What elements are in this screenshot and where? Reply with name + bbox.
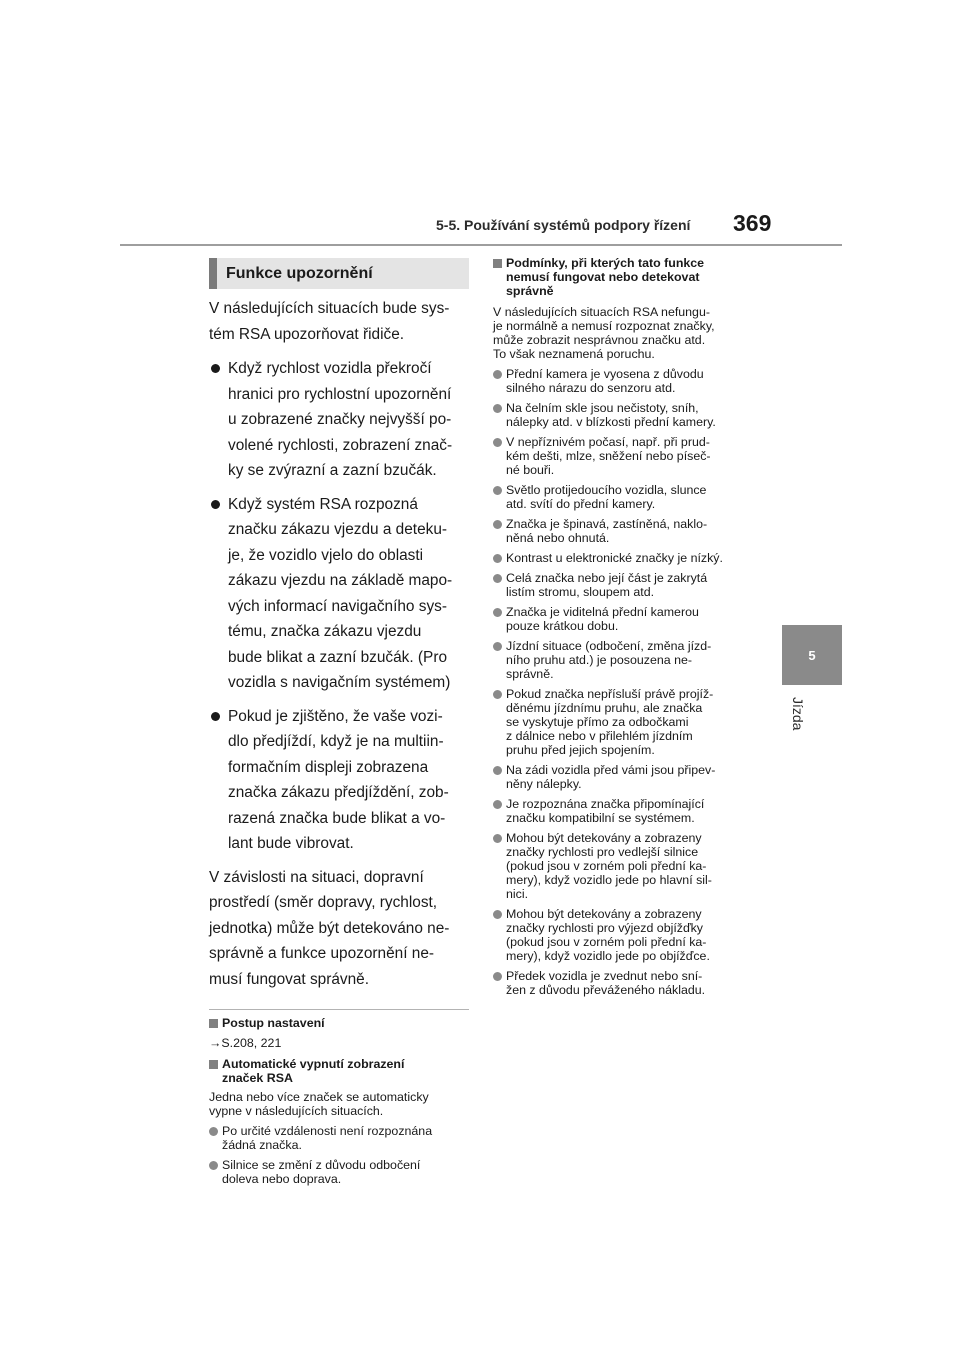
running-header: 5-5. Používání systémů podpory řízení xyxy=(436,217,691,233)
list-item xyxy=(493,907,755,963)
subheading-text: Automatické vypnutí zobrazení značek RSA xyxy=(222,1057,405,1085)
list-item-text: Je rozpoznána značka připomínající značku kompatibilní se systémem. xyxy=(506,797,705,825)
page-reference-text: S.208, 221 xyxy=(221,1036,282,1050)
bullet-dot-icon xyxy=(493,486,502,495)
list-item xyxy=(493,551,755,565)
list-item xyxy=(209,1124,469,1152)
intro-paragraph: V následujících situacích bude sys- tém RSA upozorňovat řidiče. xyxy=(209,300,450,343)
bullet-dot-icon xyxy=(493,608,502,617)
list-item-text: Přední kamera je vyosena z důvodu silného nárazu do senzoru atd. xyxy=(506,367,704,395)
bullet-dot-icon xyxy=(493,766,502,775)
bullet-dot-icon xyxy=(493,642,502,651)
bullet-dot-icon xyxy=(493,520,502,529)
list-item-text: Značka je špinavá, zastíněná, naklo- něná nebo ohnutá. xyxy=(506,517,708,545)
subheading-text: Podmínky, při kterých tato funkce nemusí fungovat nebo detekovat správně xyxy=(506,256,705,298)
warning-bullet xyxy=(209,356,469,484)
list-item-text: Pokud značka nepřísluší právě projíž- děnému jízdnímu pruhu, ale značka se vyskytuje přímo za odbočkami z dálnice nebo v přilehlém jízdním pruhu před jejich spojením. xyxy=(506,687,714,757)
list-item-text: V nepříznivém počasí, např. při prud- kém dešti, mlze, sněžení nebo píseč- né bouři. xyxy=(506,435,711,477)
square-bullet-icon xyxy=(209,1019,218,1028)
list-item xyxy=(493,605,755,633)
bullet-dot-icon xyxy=(493,800,502,809)
list-item xyxy=(493,831,755,901)
bullet-dot-icon xyxy=(493,404,502,413)
bullet-text: Když systém RSA rozpozná značku zákazu vjezdu a deteku- je, že vozidlo vjelo do oblasti zákazu vjezdu na základě mapo- vých informací navigačního sys- tému, značka zákazu vjezdu bude blikat a zazní bzučák. (Pro vozidla s navigačním systémem) xyxy=(228,495,453,691)
list-item xyxy=(493,401,755,429)
warning-bullet xyxy=(209,492,469,696)
chapter-label: Jízda xyxy=(790,697,806,731)
closing-paragraph: V závislosti na situaci, dopravní prostředí (směr dopravy, rychlost, jednotka) může být detekováno ne- správně a funkce upozornění ne- musí fungovat správně. xyxy=(209,868,450,988)
bullet-dot-icon xyxy=(209,1127,218,1136)
subheading xyxy=(493,256,755,298)
square-bullet-icon xyxy=(493,259,502,268)
arrow-right-icon: → xyxy=(209,1036,222,1050)
section-heading xyxy=(209,258,469,289)
list-item xyxy=(493,367,755,395)
bullet-dot-icon xyxy=(211,500,220,509)
list-item-text: Na čelním skle jsou nečistoty, sníh, nálepky atd. v blízkosti přední kamery. xyxy=(506,401,716,429)
bullet-text: Pokud je zjištěno, že vaše vozi- dlo předjíždí, když je na multiin- formačním displeji zobrazena značka zákazu předjíždění, zob- razená značka bude blikat a vo- lant bude vibrovat. xyxy=(228,707,449,852)
list-item xyxy=(493,639,755,681)
page-number: 369 xyxy=(733,210,772,236)
header-divider xyxy=(120,244,842,246)
list-item xyxy=(493,763,755,791)
list-item-text: Značka je viditelná přední kamerou pouze krátkou dobu. xyxy=(506,605,699,633)
list-item xyxy=(493,435,755,477)
bullet-dot-icon xyxy=(493,574,502,583)
list-item-text: Na zádi vozidla před vámi jsou připev- něny nálepky. xyxy=(506,763,716,791)
list-item-text: Kontrast u elektronické značky je nízký. xyxy=(506,551,723,565)
bullet-text: Když rychlost vozidla překročí hranici pro rychlostní upozornění u zobrazené značky nejvyšší po- volené rychlosti, zobrazení znač- ky se zvýrazní a zazní bzučák. xyxy=(228,360,453,479)
chapter-tab: 5 xyxy=(782,625,842,685)
list-item xyxy=(493,517,755,545)
list-item-text: Světlo protijedoucího vozidla, slunce atd. svítí do přední kamery. xyxy=(506,483,707,511)
bullet-dot-icon xyxy=(493,438,502,447)
bullet-dot-icon xyxy=(493,910,502,919)
bullet-dot-icon xyxy=(211,364,220,373)
bullet-dot-icon xyxy=(493,370,502,379)
list-item-text: Silnice se změní z důvodu odbočení doleva nebo doprava. xyxy=(222,1158,421,1186)
subheading xyxy=(209,1057,469,1085)
subheading-text: Postup nastavení xyxy=(222,1016,325,1030)
square-bullet-icon xyxy=(209,1060,218,1069)
left-column xyxy=(209,258,469,1186)
auto-off-intro: Jedna nebo více značek se automaticky vypne v následujících situacích. xyxy=(209,1090,429,1118)
list-item xyxy=(493,797,755,825)
bullet-dot-icon xyxy=(493,834,502,843)
list-item xyxy=(493,687,755,757)
list-item-text: Mohou být detekovány a zobrazeny značky rychlosti pro výjezd objížďky (pokud jsou v zorném poli přední ka- mery), když vozidlo jede po objížďce. xyxy=(506,907,710,963)
conditions-intro: V následujících situacích RSA nefungu- je normálně a nemusí rozpoznat značky, může zobrazit nesprávnou značku atd. To však neznamená poruchu. xyxy=(493,305,715,361)
list-item-text: Mohou být detekovány a zobrazeny značky rychlosti pro vedlejší silnice (pokud jsou v zorném poli přední ka- mery), když vozidlo jede po hlavní sil- nici. xyxy=(506,831,712,901)
list-item xyxy=(209,1158,469,1186)
warning-bullet xyxy=(209,704,469,857)
bullet-dot-icon xyxy=(211,712,220,721)
subheading xyxy=(209,1016,469,1030)
right-column xyxy=(493,256,755,997)
bullet-dot-icon xyxy=(209,1161,218,1170)
bullet-dot-icon xyxy=(493,690,502,699)
section-heading-text: Funkce upozornění xyxy=(226,264,373,282)
list-item xyxy=(493,969,755,997)
list-item-text: Celá značka nebo její část je zakrytá listím stromu, sloupem atd. xyxy=(506,571,708,599)
page-reference xyxy=(209,1036,469,1050)
list-item-text: Po určité vzdálenosti není rozpoznána žádná značka. xyxy=(222,1124,433,1152)
list-item xyxy=(493,483,755,511)
list-item-text: Předek vozidla je zvednut nebo sní- žen z důvodu převáženého nákladu. xyxy=(506,969,706,997)
list-item xyxy=(493,571,755,599)
bullet-dot-icon xyxy=(493,554,502,563)
bullet-dot-icon xyxy=(493,972,502,981)
list-item-text: Jízdní situace (odbočení, změna jízd- ního pruhu atd.) je posouzena ne- správně. xyxy=(506,639,712,681)
